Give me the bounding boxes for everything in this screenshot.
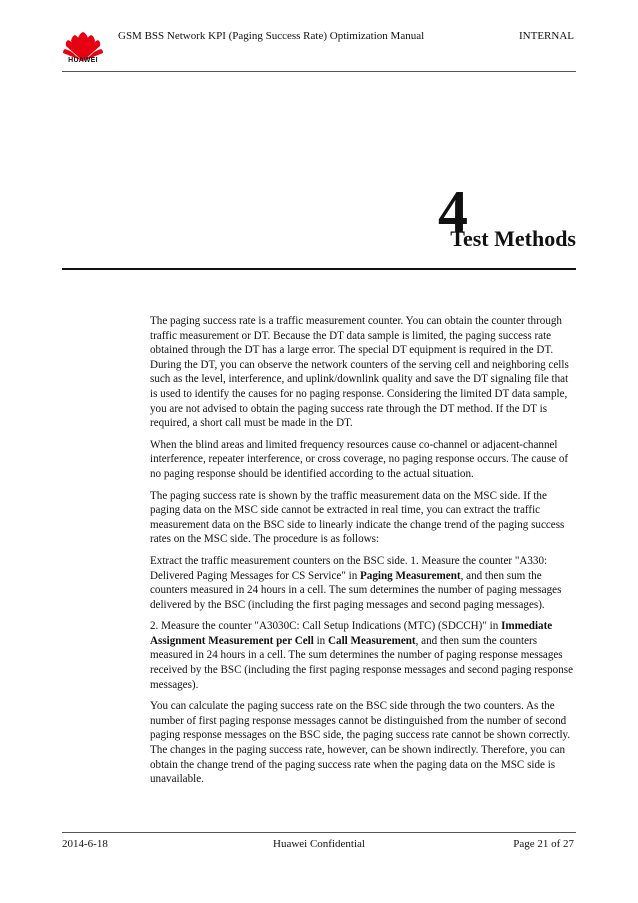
document-title: GSM BSS Network KPI (Paging Success Rate) Optimization Manual	[118, 30, 425, 42]
paragraph-4-text-1: Extract the traffic measurement counters on the BSC side. 1. Measure the counter "A330: Delivered Paging Messages for CS Service" in	[150, 554, 548, 582]
classification-label: INTERNAL	[519, 30, 574, 42]
header-divider	[62, 71, 576, 72]
paragraph-5-bold-2: Call Measurement	[328, 634, 416, 647]
chapter-title: Test Methods	[450, 226, 576, 251]
huawei-logo-text: HUAWEI	[68, 57, 98, 64]
footer-page-number: Page 21 of 27	[513, 838, 574, 850]
chapter-body	[150, 314, 578, 794]
chapter-divider	[62, 268, 576, 270]
footer-confidential: Huawei Confidential	[273, 838, 365, 850]
paragraph-5-text-3: , and then sum the counters measured in 24 hours in a cell. The sum determines the number of paging response messages received by the BSC (including the first paging response messages and second paging response messages).	[150, 634, 574, 691]
paragraph-5	[150, 619, 578, 692]
chapter-number: 4	[438, 179, 468, 245]
paragraph-4-bold-1: Paging Measurement	[360, 569, 461, 582]
paragraph-2: When the blind areas and limited frequency resources cause co-channel or adjacent-channel interference, repeater interference, or cross coverage, no paging response occurs. The cause of no paging response should be identified according to the actual situation.	[150, 438, 569, 480]
footer-divider	[62, 832, 576, 833]
footer-date: 2014-6-18	[62, 838, 108, 850]
paragraph-6: You can calculate the paging success rate on the BSC side through the two counters. As the number of first paging response messages cannot be distinguished from the number of second paging response messages on the BSC side, the paging success rate cannot be shown correctly. The changes in the paging success rate, however, can be shown indirectly. Therefore, you can obtain the change trend of the paging success rate when the paging data on the MSC side is unavailable.	[150, 700, 571, 786]
paragraph-5-text-2: in	[313, 634, 329, 647]
paragraph-5-bold-1: Immediate Assignment Measurement per Cell	[150, 620, 553, 647]
paragraph-3: The paging success rate is shown by the traffic measurement data on the MSC side. If the paging data on the MSC side cannot be extracted in real time, you can extract the traffic measurement data on the BSC side to linearly indicate the change trend of the paging success rates on the MSC side. The procedure is as follows:	[150, 489, 565, 546]
paragraph-5-text-1: 2. Measure the counter "A3030C: Call Setup Indications (MTC) (SDCCH)" in	[150, 620, 502, 633]
paragraph-4	[150, 554, 578, 612]
paragraph-1: The paging success rate is a traffic measurement counter. You can obtain the counter through traffic measurement or DT. Because the DT data sample is limited, the paging success rate obtained through the DT has a large error. The special DT equipment is required in the DT. During the DT, you can observe the network counters of the serving cell and neighboring cells such as the level, interference, and uplink/downlink quality and save the DT signaling file that is used to identify the causes for no paging response. Considering the limited DT data sample, you are not advised to obtain the paging success rate through the DT method. If the DT is required, a short call must be made in the DT.	[150, 315, 569, 430]
paragraph-4-text-2: , and then sum the counters measured in 24 hours in a cell. The sum determines the number of paging messages delivered by the BSC (including the first paging messages and second paging messages).	[150, 569, 562, 611]
